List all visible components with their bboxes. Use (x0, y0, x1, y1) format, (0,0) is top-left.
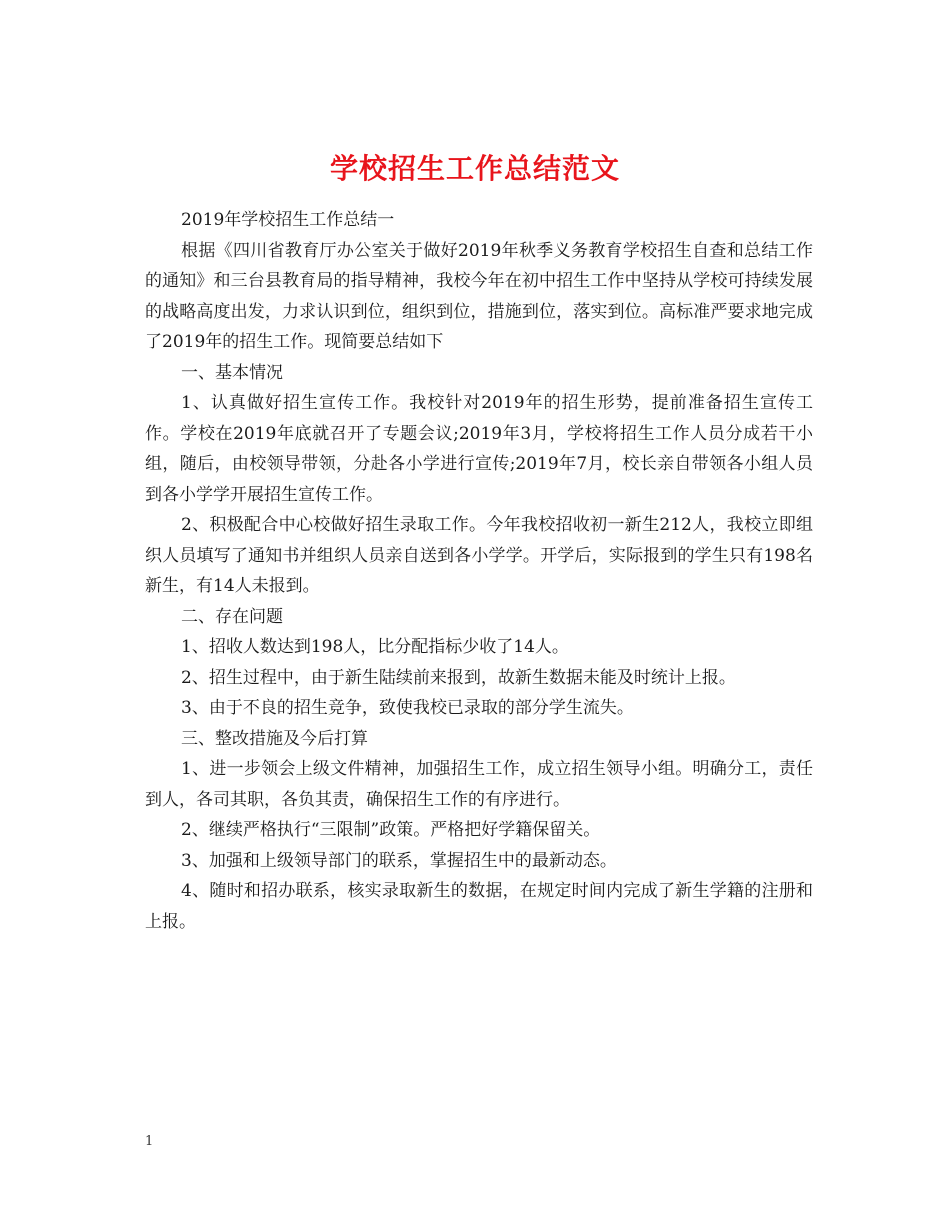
problem-item-3: 3、由于不良的招生竞争，致使我校已录取的部分学生流失。 (181, 698, 634, 718)
section-heading-measures: 三、整改措施及今后打算 (181, 728, 368, 749)
paragraph-admission-work: 2、积极配合中心校做好招生录取工作。今年我校招收初一新生212人，我校立即组织人员填写了通知书并组织人员亲自送到各小学学。开学后，实际报到的学生只有198名新生，有14人未报到。 (145, 515, 813, 596)
paragraph-publicity-work: 1、认真做好招生宣传工作。我校针对2019年的招生形势，提前准备招生宣传工作。学校在2019年底就召开了专题会议;2019年3月，学校将招生工作人员分成若干小组，随后，由校领导带领，分赴各小学进行宣传;2019年7月，校长亲自带领各小组人员到各小学学开展招生宣传工作。 (145, 393, 813, 505)
section-heading-problems: 二、存在问题 (181, 606, 283, 627)
document-title: 学校招生工作总结范文 (329, 151, 620, 185)
measure-item-1: 1、进一步领会上级文件精神，加强招生工作，成立招生领导小组。明确分工，责任到人，各司其职，各负其责，确保招生工作的有序进行。 (145, 759, 813, 810)
measure-item-2: 2、继续严格执行“三限制”政策。严格把好学籍保留关。 (181, 820, 601, 840)
problem-item-2: 2、招生过程中，由于新生陆续前来报到，故新生数据未能及时统计上报。 (181, 667, 736, 688)
page-number: 1 (145, 1134, 154, 1149)
measure-item-4: 4、随时和招办联系，核实录取新生的数据，在规定时间内完成了新生学籍的注册和上报。 (145, 881, 813, 932)
measure-item-3: 3、加强和上级领导部门的联系，掌握招生中的最新动态。 (181, 850, 617, 871)
section-heading-basic-situation: 一、基本情况 (181, 362, 283, 383)
section-heading-summary-one: 2019年学校招生工作总结一 (181, 210, 395, 230)
intro-paragraph: 根据《四川省教育厅办公室关于做好2019年秋季义务教育学校招生自查和总结工作的通知》和三台县教育局的指导精神，我校今年在初中招生工作中坚持从学校可持续发展的战略高度出发，力求认识到位，组织到位，措施到位，落实到位。高标准严要求地完成了2019年的招生工作。现简要总结如下 (145, 240, 813, 352)
document-body (145, 205, 813, 937)
problem-item-1: 1、招收人数达到198人，比分配指标少收了14人。 (181, 637, 569, 657)
